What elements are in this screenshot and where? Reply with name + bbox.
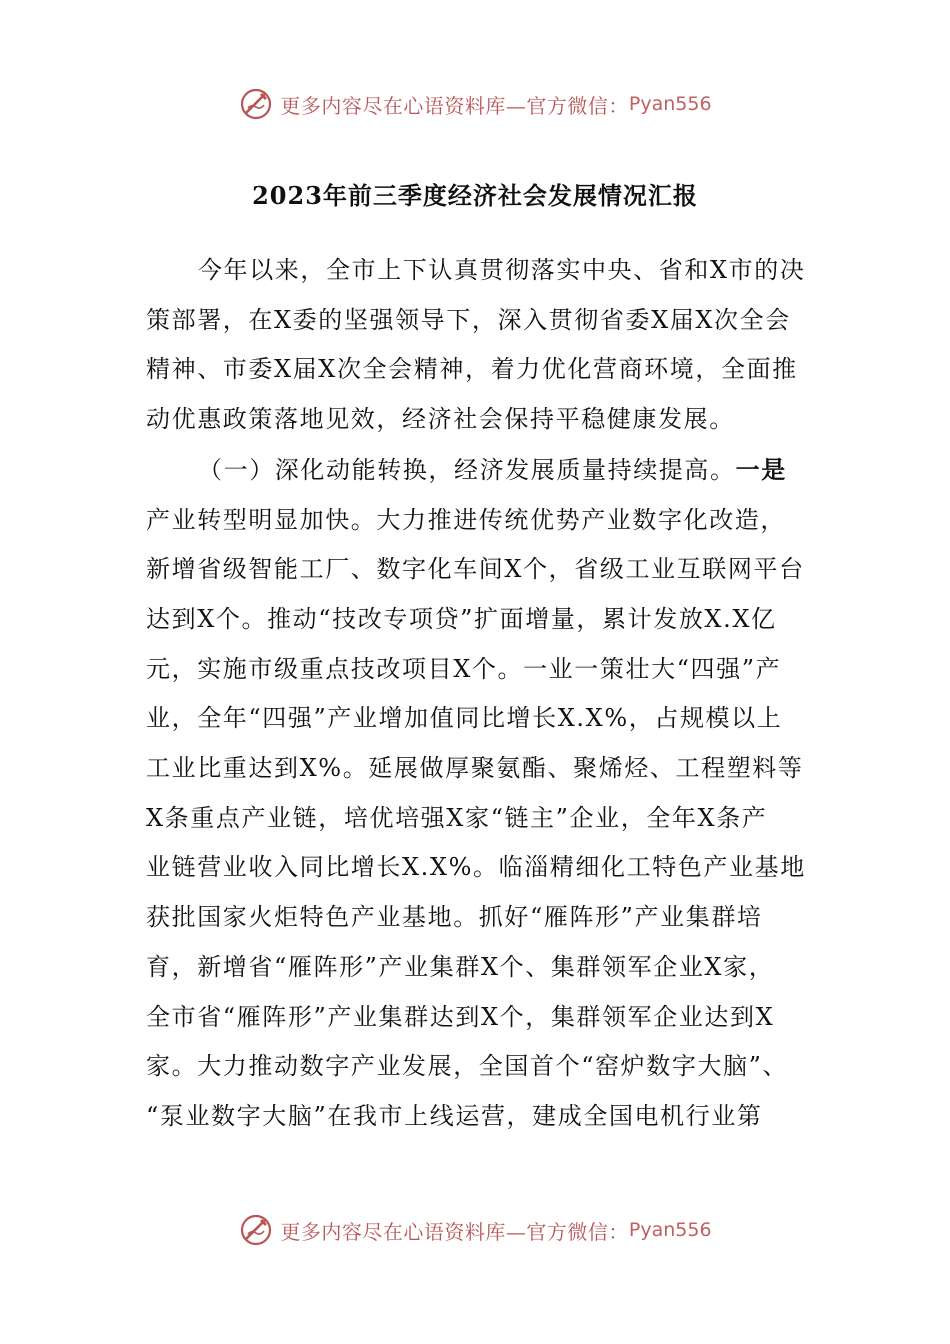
paragraph-section-one <box>146 445 811 1142</box>
watermark-banner-top <box>0 84 950 124</box>
paragraph-intro <box>146 246 811 445</box>
text-line: 新增省级智能工厂、数字化车间X个，省级工业互联网平台 <box>146 555 805 584</box>
text-line: 策部署，在X委的坚强领导下，深入贯彻省委X届X次全会 <box>146 305 791 334</box>
watermark-wechat-id: Pyan556 <box>628 1219 712 1241</box>
text-line: 家。大力推动数字产业发展，全国首个“窑炉数字大脑”、 <box>146 1052 789 1081</box>
document-title: 2023年前三季度经济社会发展情况汇报 <box>252 181 698 210</box>
text-line: 今年以来，全市上下认真贯彻落实中央、省和X市的决 <box>198 256 806 284</box>
text-line: 育，新增省“雁阵形”产业集群X个、集群领军企业X家， <box>146 952 775 981</box>
pen-circle-logo-icon <box>238 1212 274 1248</box>
text-line: 精神、市委X届X次全会精神，着力优化营商环境，全面推 <box>146 355 798 384</box>
text-line: 动优惠政策落地见效，经济社会保持平稳健康发展。 <box>146 405 735 434</box>
document-body <box>146 246 811 1142</box>
text-line: X条重点产业链，培优培强X家“链主”企业，全年X条产 <box>146 803 768 832</box>
text-line: 业，全年“四强”产业增加值同比增长X.X%，占规模以上 <box>146 704 783 733</box>
watermark-text: 更多内容尽在心语资料库—官方微信： <box>280 1219 629 1244</box>
text-line: 获批国家火炬特色产业基地。抓好“雁阵形”产业集群培 <box>146 903 763 932</box>
text-line: 产业转型明显加快。大力推进传统优势产业数字化改造， <box>146 505 786 534</box>
watermark-text: 更多内容尽在心语资料库—官方微信： <box>280 93 629 118</box>
watermark-banner-bottom <box>0 1210 950 1250</box>
text-line: “泵业数字大脑”在我市上线运营，建成全国电机行业第 <box>146 1101 763 1130</box>
text-line: 工业比重达到X%。延展做厚聚氨酯、聚烯烃、工程塑料等 <box>146 754 804 783</box>
text-line <box>146 445 811 496</box>
section-heading: （一）深化动能转换，经济发展质量持续提高。 <box>198 455 736 484</box>
text-line: 业链营业收入同比增长X.X%。临淄精细化工特色产业基地 <box>146 853 806 882</box>
bold-marker: 一是 <box>735 454 787 484</box>
text-line: 全市省“雁阵形”产业集群达到X个，集群领军企业达到X <box>146 1002 775 1031</box>
text-line: 元，实施市级重点技改项目X个。一业一策壮大“四强”产 <box>146 654 782 683</box>
watermark-wechat-id: Pyan556 <box>628 93 712 115</box>
pen-circle-logo-icon <box>238 86 274 122</box>
text-line: 达到X个。推动“技改专项贷”扩面增量，累计发放X.X亿 <box>146 604 777 633</box>
